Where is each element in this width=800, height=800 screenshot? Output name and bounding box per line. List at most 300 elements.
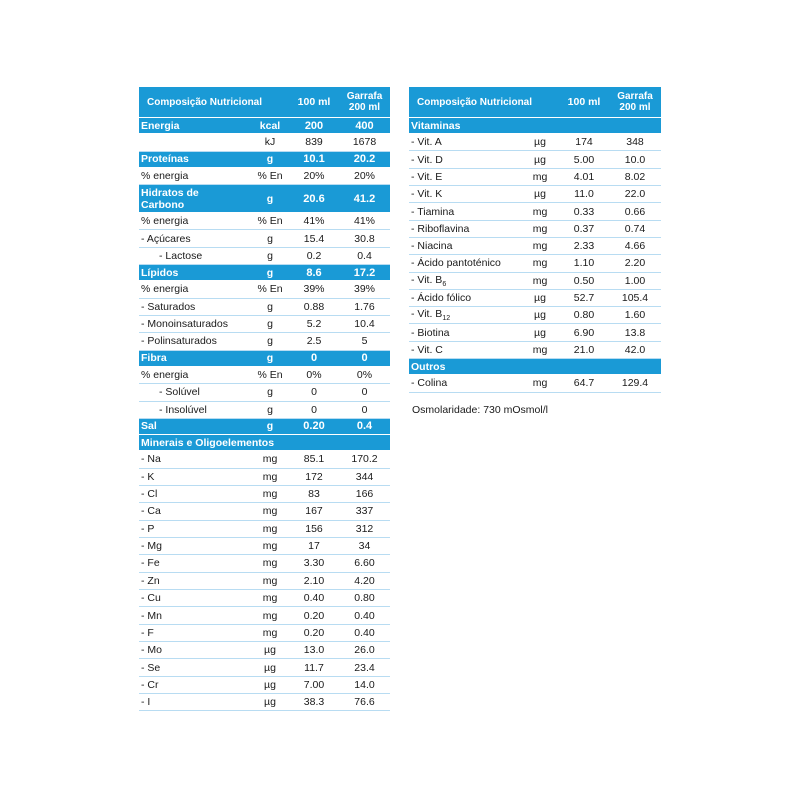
row-value-100ml: 11.0 [574,188,594,201]
row-value-bottle: 344 [355,470,374,483]
table-row [409,255,661,272]
row-value-bottle: 76.6 [354,696,375,709]
row-unit: kJ [264,136,276,149]
row-label [139,153,251,165]
table-row [409,151,661,168]
row-label [139,453,251,465]
row-value-100ml: 0.33 [573,205,595,218]
row-value-bottle: 26.0 [354,644,375,657]
row-value-100ml: 0.2 [306,249,322,262]
row-value-100ml: 174 [575,136,593,149]
table-row [409,375,661,392]
row-unit: g [266,192,274,205]
table-row [139,659,390,676]
row-value-bottle: 17.2 [353,266,376,279]
table-row [139,538,390,555]
row-label [139,233,251,245]
row-label-text: - Niacina [411,240,453,253]
table-row [139,230,390,247]
row-label [139,352,251,364]
row-label [409,361,521,373]
row-label [409,136,521,148]
row-value-bottle: 0% [356,369,373,382]
row-value-100ml: 0.88 [303,300,325,313]
row-label [139,120,251,132]
row-value-100ml: 64.7 [573,377,595,390]
section-row [139,152,390,168]
row-label-text: - Colina [411,377,448,390]
table-row [409,186,661,203]
row-label [409,377,521,389]
row-unit: mg [262,574,278,587]
row-value-bottle: 1678 [352,136,377,149]
row-label-text: - Riboflavina [411,222,470,235]
row-unit: µg [534,309,546,322]
table-row [409,290,661,307]
row-value-100ml: 83 [308,488,320,501]
row-label-text: - Cr [141,678,159,691]
row-value-100ml: 15.4 [303,232,325,245]
row-unit: mg [262,488,278,501]
header-bottle-line2: 200 ml [619,102,651,113]
row-label [139,369,251,381]
row-label-text: Sal [141,420,157,433]
row-label-text: - F [141,626,154,639]
row-value-100ml: 85.1 [303,453,325,466]
row-label [409,154,521,166]
row-label [139,523,251,535]
row-value-100ml: 39% [303,283,325,296]
row-value-100ml: 0.80 [573,309,595,322]
row-value-bottle: 2.20 [624,257,646,270]
row-label-text: - Cl [141,488,158,501]
row-label-text: - Monoinsaturados [141,318,228,331]
row-label-text: Minerais e Oligoelementos [141,436,275,449]
row-unit: g [267,403,273,416]
header-bottle-line1: Garrafa [346,91,383,102]
row-label [409,171,521,183]
row-label-text: - Vit. E [411,170,443,183]
row-value-bottle: 8.02 [624,170,646,183]
row-label [409,188,521,200]
row-label [139,267,251,279]
row-label [139,488,251,500]
row-value-100ml: 0.37 [573,222,595,235]
row-value-bottle: 0.4 [357,249,372,262]
row-value-bottle: 22.0 [624,188,646,201]
row-value-100ml: 10.1 [303,153,325,166]
row-label [139,335,251,347]
table-row [139,573,390,590]
row-value-bottle: 170.2 [351,453,378,466]
table-header [409,87,661,118]
table-row [139,694,390,711]
row-unit: mg [532,377,548,390]
row-unit: µg [264,661,276,674]
row-value-bottle: 166 [355,488,374,501]
table-row [139,677,390,694]
row-unit: µg [534,326,546,339]
row-label-text: - Se [141,661,161,674]
table-row [139,451,390,468]
section-row [409,359,661,375]
row-unit: mg [262,626,278,639]
row-label [139,471,251,483]
row-label [409,240,521,252]
row-label-subscript: 12 [442,315,451,323]
row-value-100ml: 3.30 [303,557,325,570]
row-value-100ml: 200 [304,119,324,132]
row-value-100ml: 13.0 [303,644,325,657]
row-label [409,206,521,218]
table-row [139,469,390,486]
row-label-text: Vitaminas [411,119,461,132]
row-value-bottle: 34 [358,540,371,553]
table-row [409,134,661,151]
row-label-text: - Insolúvel [159,403,207,416]
table-row [409,273,661,290]
row-value-100ml: 21.0 [573,343,595,356]
row-value-bottle: 348 [626,136,644,149]
table-row [139,384,390,401]
section-row [139,185,390,213]
row-value-100ml: 41% [303,215,325,228]
row-label [139,610,251,622]
table-row [139,248,390,265]
row-unit: µg [534,136,546,149]
row-value-bottle: 42.0 [624,343,646,356]
row-value-100ml: 8.6 [306,266,322,279]
table-row [139,521,390,538]
header-title: Composição Nutricional [417,96,533,108]
row-value-100ml: 0.40 [303,592,325,605]
row-label [139,436,275,449]
row-label-text: - K [141,470,155,483]
row-label-text: - Ácido pantoténico [411,257,501,270]
row-label [139,318,251,330]
header-bottle [339,91,390,113]
row-label-text: - Vit. B [411,273,443,286]
header-title: Composição Nutricional [147,96,263,108]
row-value-100ml: 38.3 [303,696,325,709]
row-value-100ml: 2.5 [306,335,322,348]
section-row [139,435,390,451]
row-value-bottle: 20.2 [353,153,376,166]
row-value-100ml: 5.00 [573,153,595,166]
table-row [139,607,390,624]
header-bottle-line2: 200 ml [348,102,381,113]
table-header [139,87,390,118]
row-label-line2: Carbono [141,198,185,211]
table-row [139,333,390,350]
row-value-bottle: 1.76 [354,300,375,313]
row-unit: g [266,352,274,365]
row-label-text: - Vit. A [411,136,442,149]
row-value-100ml: 6.90 [573,326,595,339]
row-value-100ml: 0% [306,369,322,382]
row-value-100ml: 0 [310,352,318,365]
row-value-bottle: 0 [361,386,368,399]
row-value-bottle: 6.60 [354,557,375,570]
row-unit: mg [262,522,278,535]
row-label-text: Fibra [141,352,167,365]
row-label [139,301,251,313]
row-unit: µg [534,188,546,201]
row-value-bottle: 10.4 [354,318,375,331]
row-label [409,308,521,322]
row-label [139,420,251,432]
row-value-100ml: 2.33 [573,240,595,253]
row-label-text: - Ácido fólico [411,292,472,304]
row-unit: g [266,153,274,166]
row-value-100ml: 0 [311,403,317,416]
row-label [139,592,251,604]
row-label-text: - P [141,522,155,535]
row-value-100ml: 1.10 [573,257,595,270]
row-label [139,215,251,227]
row-label [139,505,251,517]
row-unit: g [267,232,273,245]
row-value-bottle: 4.20 [354,574,375,587]
row-label [139,250,251,262]
row-value-100ml: 5.2 [306,318,322,331]
row-unit: µg [264,696,276,709]
row-label [409,344,521,356]
row-value-bottle: 0.4 [356,420,373,433]
row-label-text: - Lactose [159,249,203,262]
row-value-bottle: 129.4 [621,377,649,390]
section-row [139,118,390,134]
row-value-100ml: 0.20 [303,626,325,639]
row-unit: µg [534,153,546,166]
row-unit: g [267,318,273,331]
row-unit: µg [264,644,276,657]
row-label-text: % energia [141,169,189,182]
row-label-text: Proteínas [141,153,189,166]
header-per-100ml: 100 ml [567,96,601,108]
row-unit: mg [532,170,548,183]
table-row [139,281,390,298]
row-value-bottle: 30.8 [354,232,375,245]
row-value-100ml: 20.6 [303,192,325,205]
osmolarity-note: Osmolaridade: 730 mOsmol/l [412,404,548,416]
row-value-bottle: 39% [353,283,375,296]
row-value-bottle: 10.0 [624,153,646,166]
row-label [409,292,521,304]
row-label-text: - I [141,696,151,709]
row-value-bottle: 5 [361,335,368,348]
row-value-100ml: 156 [305,522,323,535]
row-unit: µg [264,678,276,691]
row-label-text: - Vit. C [411,343,443,356]
row-value-100ml: 839 [305,136,323,149]
row-label [139,540,251,552]
row-label-text: - Cu [141,592,161,605]
row-value-100ml: 11.7 [304,661,324,674]
row-label [139,575,251,587]
row-unit: mg [262,609,278,622]
row-label-text: - Vit. B [411,308,443,321]
row-unit: g [267,335,273,348]
row-label-text: % energia [141,215,189,228]
row-label-text: - Mn [141,609,162,622]
row-label [409,257,521,269]
table-row [139,402,390,419]
row-value-100ml: 0.20 [303,609,325,622]
row-unit: % En [257,169,283,182]
row-value-bottle: 0.40 [354,609,375,622]
row-unit: g [267,300,273,313]
row-value-100ml: 17 [308,540,320,553]
row-label-text: - Ca [141,505,161,518]
row-label [139,627,251,639]
header-bottle-line1: Garrafa [617,91,653,102]
row-unit: mg [532,274,548,287]
row-label-text: Energia [141,119,180,132]
row-value-bottle: 23.4 [354,661,375,674]
row-label-text: % energia [141,283,189,296]
row-label [409,327,521,339]
row-label-subscript: 6 [442,280,447,288]
row-label-text: - Vit. D [411,153,443,166]
row-label [409,120,521,132]
row-label-text: - Zn [141,574,160,587]
row-label-text: - Biotina [411,326,450,339]
row-value-bottle: 0.40 [354,626,375,639]
row-unit: mg [532,205,548,218]
header-per-100ml: 100 ml [297,96,331,108]
row-label-text: - Na [141,453,161,466]
row-label-text: - Mg [141,540,162,553]
row-label [139,404,251,416]
row-label-text: Lípidos [141,266,179,279]
table-row [139,367,390,384]
row-unit: % En [257,369,283,382]
table-row [409,307,661,324]
header-bottle [609,91,661,113]
row-label [139,557,251,569]
row-value-bottle: 400 [355,119,374,132]
row-value-bottle: 41% [353,215,375,228]
row-value-100ml: 52.7 [573,292,595,304]
row-label-text: - Polinsaturados [141,335,217,348]
row-label-text: Outros [411,360,446,373]
table-row [139,168,390,185]
row-value-100ml: 7.00 [303,678,325,691]
row-label-text: % energia [141,369,189,382]
row-value-bottle: 13.8 [624,326,646,339]
table-row [139,503,390,520]
table-row [139,316,390,333]
row-unit: mg [532,240,548,253]
row-label [139,679,251,691]
row-label-text: - Saturados [141,300,196,313]
row-unit: mg [262,592,278,605]
row-unit: % En [257,283,283,296]
nutrition-table-left [139,87,390,711]
table-row [409,238,661,255]
row-label-text: - Mo [141,644,162,657]
row-unit: kcal [259,119,281,132]
row-value-100ml: 20% [303,169,325,182]
row-label [139,187,251,211]
row-value-bottle: 0.66 [624,205,646,218]
row-value-bottle: 4.66 [624,240,646,253]
row-label [139,644,251,656]
row-value-100ml: 0.50 [573,274,595,287]
row-value-bottle: 1.60 [624,309,646,322]
table-row [139,299,390,316]
table-row [139,625,390,642]
table-row [409,203,661,220]
row-unit: mg [262,557,278,570]
row-value-100ml: 0 [311,386,317,399]
row-value-bottle: 105.4 [621,292,649,304]
section-row [139,419,390,435]
row-label-line1: Hidratos de [141,186,199,199]
row-unit: mg [532,343,548,356]
row-value-bottle: 41.2 [353,192,376,205]
section-row [139,265,390,281]
row-unit: g [266,420,274,433]
row-unit: mg [532,257,548,270]
row-value-bottle: 312 [355,522,374,535]
row-unit: g [267,249,273,262]
table-row [139,555,390,572]
row-label-text: - Açúcares [141,232,191,245]
table-row [409,221,661,238]
row-value-100ml: 172 [305,470,323,483]
row-label-text: - Fe [141,557,160,570]
row-unit: mg [262,470,278,483]
row-unit: mg [262,453,278,466]
section-row [139,351,390,367]
row-value-bottle: 337 [355,505,374,518]
row-label [139,283,251,295]
row-value-bottle: 0.74 [624,222,646,235]
row-value-100ml: 167 [305,505,323,518]
table-row [139,642,390,659]
row-label [139,696,251,708]
row-unit: g [266,266,274,279]
table-row [409,342,661,359]
row-label [409,274,521,288]
row-value-100ml: 4.01 [573,170,595,183]
row-unit: % En [257,215,283,228]
table-row [139,486,390,503]
row-value-bottle: 1.00 [624,274,646,287]
table-row [139,134,390,151]
row-label [139,386,251,398]
row-value-bottle: 0 [361,352,368,365]
row-value-100ml: 0.20 [303,420,325,433]
row-label [139,170,251,182]
row-unit: g [267,386,273,399]
row-label-text: - Vit. K [411,188,443,201]
row-value-100ml: 2.10 [303,574,325,587]
row-value-bottle: 14.0 [354,678,375,691]
row-unit: mg [532,222,548,235]
table-row [409,324,661,341]
row-value-bottle: 20% [353,169,375,182]
row-value-bottle: 0.80 [354,592,375,605]
row-label-text: - Tiamina [411,205,455,218]
nutrition-table-right [409,87,661,393]
row-unit: mg [262,540,278,553]
row-label [139,662,251,674]
table-row [409,169,661,186]
table-row [139,213,390,230]
